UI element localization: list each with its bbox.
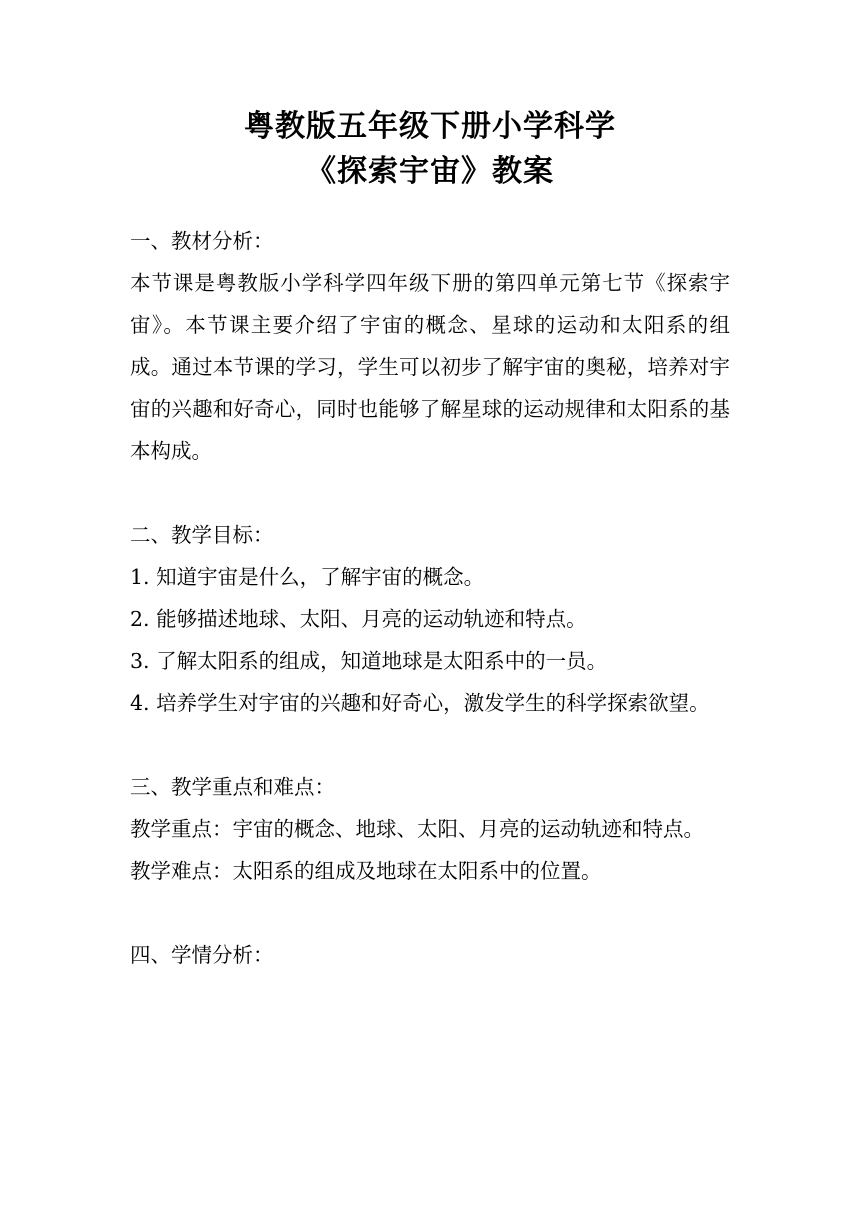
section-learner-analysis [130, 934, 730, 976]
document-body [130, 220, 730, 976]
objective-item: 2. 能够描述地球、太阳、月亮的运动轨迹和特点。 [130, 607, 587, 631]
section-heading: 一、教材分析： [130, 229, 274, 253]
difficult-point-text: 教学难点：太阳系的组成及地球在太阳系中的位置。 [130, 859, 602, 883]
section-heading: 三、教学重点和难点： [130, 775, 335, 799]
key-point-text: 教学重点：宇宙的概念、地球、太阳、月亮的运动轨迹和特点。 [130, 817, 704, 841]
section-heading: 二、教学目标： [130, 523, 274, 547]
paragraph-spacer [130, 724, 730, 766]
section-teaching-objectives [130, 514, 730, 724]
document-title-line1: 粤教版五年级下册小学科学 [244, 109, 616, 144]
objective-item: 3. 了解太阳系的组成，知道地球是太阳系中的一员。 [130, 649, 608, 673]
paragraph-spacer [130, 892, 730, 934]
document-title-line2: 《探索宇宙》教案 [306, 154, 554, 189]
section-textbook-analysis [130, 220, 730, 472]
section-heading: 四、学情分析： [130, 943, 274, 967]
paragraph-spacer [130, 472, 730, 514]
section-paragraph: 本节课是粤教版小学科学四年级下册的第四单元第七节《探索宇宙》。本节课主要介绍了宇宙的概念、星球的运动和太阳系的组成。通过本节课的学习，学生可以初步了解宇宙的奥秘，培养对宇宙的兴趣和好奇心，同时也能够了解星球的运动规律和太阳系的基本构成。 [130, 271, 730, 463]
objective-item: 4. 培养学生对宇宙的兴趣和好奇心，激发学生的科学探索欲望。 [130, 691, 710, 715]
section-key-and-difficult-points [130, 766, 730, 892]
objective-item: 1. 知道宇宙是什么，了解宇宙的概念。 [130, 565, 485, 589]
